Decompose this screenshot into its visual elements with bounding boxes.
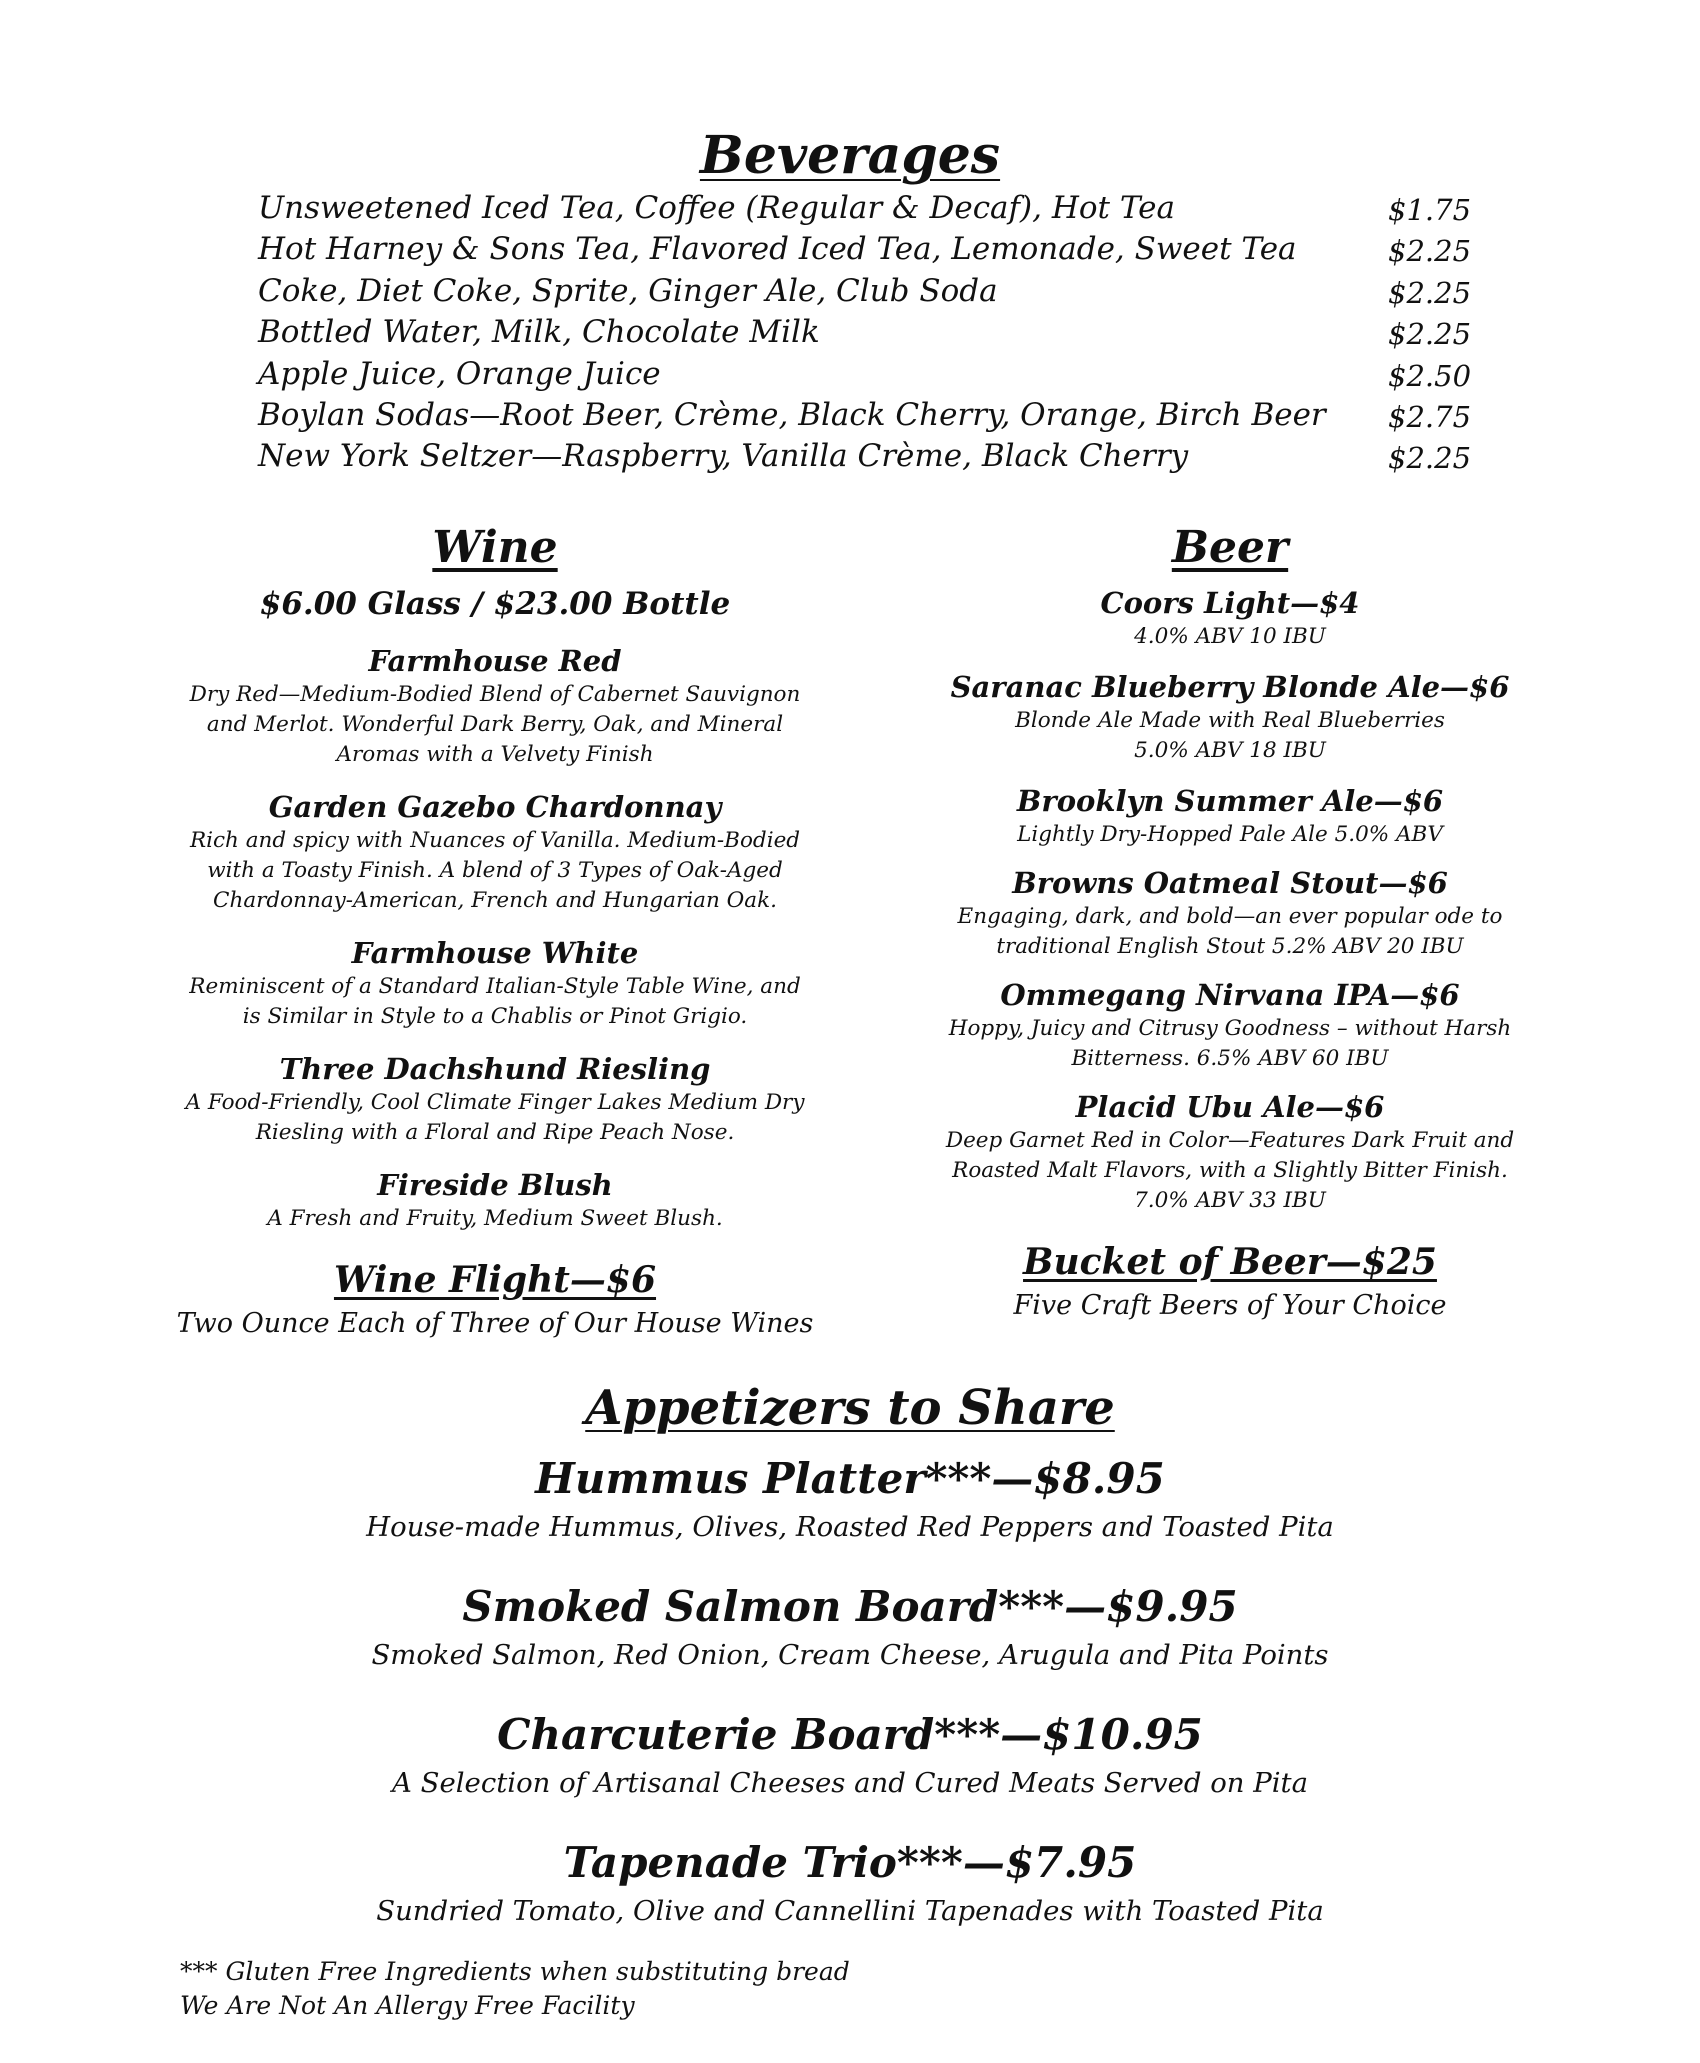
wine-description: Dry Red—Medium-Bodied Blend of Cabernet Sauvignon and Merlot. Wonderful Dark Berry, Oak, and Mineral Aromas with a Velvety Finish — [189, 682, 801, 767]
wine-name: Farmhouse Red — [368, 644, 622, 678]
beer-name: Ommegang Nirvana IPA—$6 — [1000, 978, 1460, 1012]
wine-flight-title: Wine Flight—$6 — [333, 1259, 657, 1301]
beverage-item — [258, 355, 1472, 397]
beverage-item — [258, 396, 1472, 438]
appetizer-description: A Selection of Artisanal Cheeses and Cured Meats Served on Pita — [392, 1767, 1308, 1799]
wine-description: Rich and spicy with Nuances of Vanilla. Medium-Bodied with a Toasty Finish. A blend of 3 Types of Oak-Aged Chardonnay-American, French and Hungarian Oak. — [189, 828, 801, 913]
appetizer-description: House-made Hummus, Olives, Roasted Red Peppers and Toasted Pita — [366, 1511, 1334, 1543]
gluten-free-note: *** Gluten Free Ingredients when substituting bread — [180, 1957, 850, 1986]
wine-title: Wine — [432, 522, 558, 573]
beer-name: Coors Light—$4 — [1100, 586, 1360, 620]
appetizers-list — [0, 1450, 1700, 1962]
beverage-item — [258, 272, 1472, 314]
appetizer-description: Smoked Salmon, Red Onion, Cream Cheese, Arugula and Pita Points — [371, 1639, 1329, 1671]
beverage-price: $2.75 — [1388, 399, 1472, 434]
beverage-item — [258, 231, 1472, 272]
footnotes — [180, 1955, 850, 2023]
beer-title: Beer — [1171, 522, 1289, 573]
appetizer-description: Sundried Tomato, Olive and Cannellini Tapenades with Toasted Pita — [376, 1895, 1324, 1927]
bucket-of-beer-title: Bucket of Beer—$25 — [1023, 1241, 1437, 1283]
wine-name: Farmhouse White — [351, 936, 639, 970]
appetizer-name: Smoked Salmon Board***—$9.95 — [462, 1582, 1238, 1631]
beer-section — [880, 518, 1580, 1326]
beverages-list — [258, 190, 1472, 480]
beverage-item — [258, 438, 1472, 479]
wine-description: A Food-Friendly, Cool Climate Finger Lakes Medium Dry Riesling with a Floral and Ripe Peach Nose. — [185, 1090, 805, 1145]
beer-description: Engaging, dark, and bold—an ever popular ode to traditional English Stout 5.2% ABV 20 IBU — [957, 904, 1503, 959]
beer-description: Lightly Dry-Hopped Pale Ale 5.0% ABV — [1017, 822, 1443, 847]
beverage-item — [258, 190, 1472, 231]
beverage-item — [258, 314, 1472, 355]
appetizer-name: Charcuterie Board***—$10.95 — [497, 1710, 1203, 1759]
wine-name: Three Dachshund Riesling — [279, 1052, 711, 1086]
beverage-name: Boylan Sodas—Root Beer, Crème, Black Cherry, Orange, Birch Beer — [258, 396, 1326, 433]
beer-name: Browns Oatmeal Stout—$6 — [1012, 866, 1448, 900]
beer-name: Brooklyn Summer Ale—$6 — [1016, 784, 1444, 818]
wine-price: $6.00 Glass / $23.00 Bottle — [259, 586, 731, 622]
allergy-note: We Are Not An Allergy Free Facility — [180, 1991, 635, 2020]
beverage-name: Hot Harney & Sons Tea, Flavored Iced Tea, Lemonade, Sweet Tea — [258, 231, 1297, 268]
wine-name: Garden Gazebo Chardonnay — [268, 790, 722, 824]
beverage-price: $1.75 — [1388, 193, 1472, 227]
beverage-name: Unsweetened Iced Tea, Coffee (Regular & Decaf), Hot Tea — [258, 190, 1175, 226]
beverage-price: $2.25 — [1388, 317, 1472, 352]
beer-name: Placid Ubu Ale—$6 — [1075, 1090, 1385, 1124]
bucket-of-beer-description: Five Craft Beers of Your Choice — [1013, 1290, 1447, 1321]
beverage-price: $2.50 — [1388, 358, 1472, 393]
beverage-price: $2.25 — [1388, 234, 1472, 269]
wine-section — [140, 518, 850, 1344]
beer-description: Deep Garnet Red in Color—Features Dark Fruit and Roasted Malt Flavors, with a Slightly Bitter Finish. 7.0% ABV 33 IBU — [945, 1128, 1515, 1213]
appetizer-name: Hummus Platter***—$8.95 — [535, 1454, 1165, 1503]
beer-description: Hoppy, Juicy and Citrusy Goodness – without Harsh Bitterness. 6.5% ABV 60 IBU — [948, 1016, 1512, 1071]
beer-description: Blonde Ale Made with Real Blueberries 5.0% ABV 18 IBU — [1015, 708, 1445, 763]
beverages-title: Beverages — [699, 125, 1001, 186]
beverage-name: Coke, Diet Coke, Sprite, Ginger Ale, Club Soda — [258, 272, 998, 309]
beer-description: 4.0% ABV 10 IBU — [1134, 624, 1326, 649]
appetizer-name: Tapenade Trio***—$7.95 — [563, 1838, 1137, 1887]
beverage-name: Apple Juice, Orange Juice — [258, 355, 661, 392]
wine-name: Fireside Blush — [377, 1168, 613, 1202]
beverage-name: Bottled Water, Milk, Chocolate Milk — [258, 314, 820, 351]
beverage-name: New York Seltzer—Raspberry, Vanilla Crème, Black Cherry — [258, 438, 1189, 475]
appetizers-title: Appetizers to Share — [585, 1380, 1115, 1436]
beverage-price: $2.25 — [1388, 275, 1472, 310]
wine-description: A Fresh and Fruity, Medium Sweet Blush. — [267, 1206, 723, 1231]
beer-name: Saranac Blueberry Blonde Ale—$6 — [950, 670, 1510, 704]
wine-flight-description: Two Ounce Each of Three of Our House Wines — [176, 1308, 814, 1339]
wine-description: Reminiscent of a Standard Italian-Style Table Wine, and is Similar in Style to a Chablis or Pinot Grigio. — [189, 974, 801, 1029]
beverage-price: $2.25 — [1388, 441, 1472, 476]
